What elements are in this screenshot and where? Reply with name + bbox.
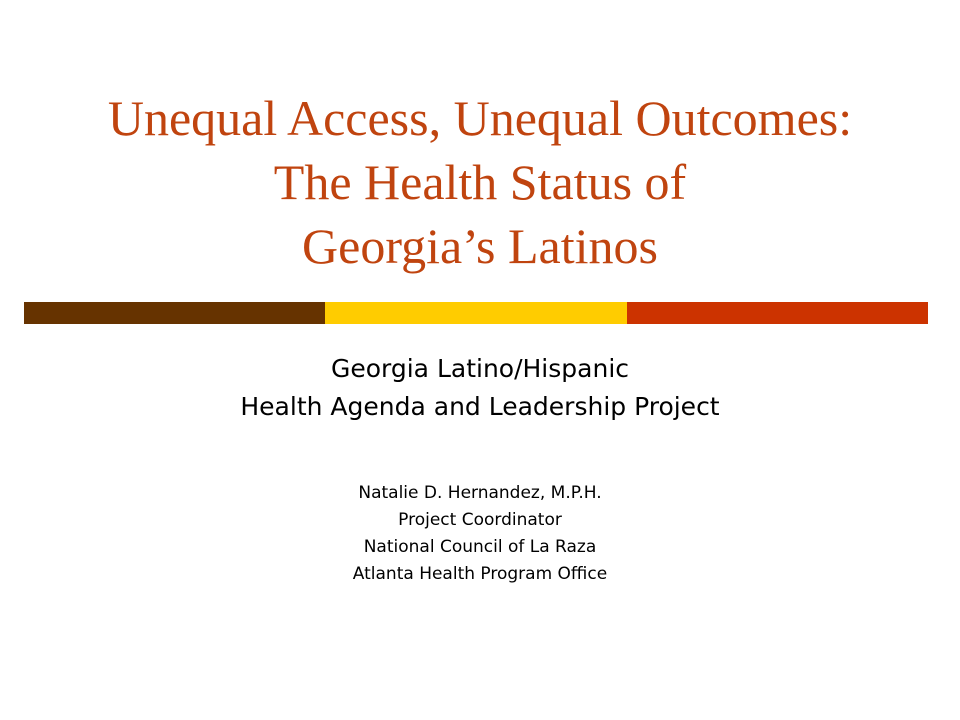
title-line-3: Georgia’s Latinos [302,218,658,274]
presenter-role: Project Coordinator [398,510,562,530]
divider-bar [24,302,928,324]
slide-subtitle [60,350,900,426]
divider-bar-yellow [325,302,626,324]
presenter-credits [60,480,900,588]
slide-title [40,86,920,278]
subtitle-line-1: Georgia Latino/Hispanic [330,354,630,383]
divider-bar-orange [627,302,928,324]
presenter-office: Atlanta Health Program Office [352,564,608,584]
title-line-2: The Health Status of [273,154,687,210]
presenter-name: Natalie D. Hernandez, M.P.H. [358,483,602,503]
title-line-1: Unequal Access, Unequal Outcomes: [107,90,853,146]
divider-bar-brown [24,302,325,324]
subtitle-line-2: Health Agenda and Leadership Project [240,392,720,421]
presenter-organization: National Council of La Raza [363,537,597,557]
